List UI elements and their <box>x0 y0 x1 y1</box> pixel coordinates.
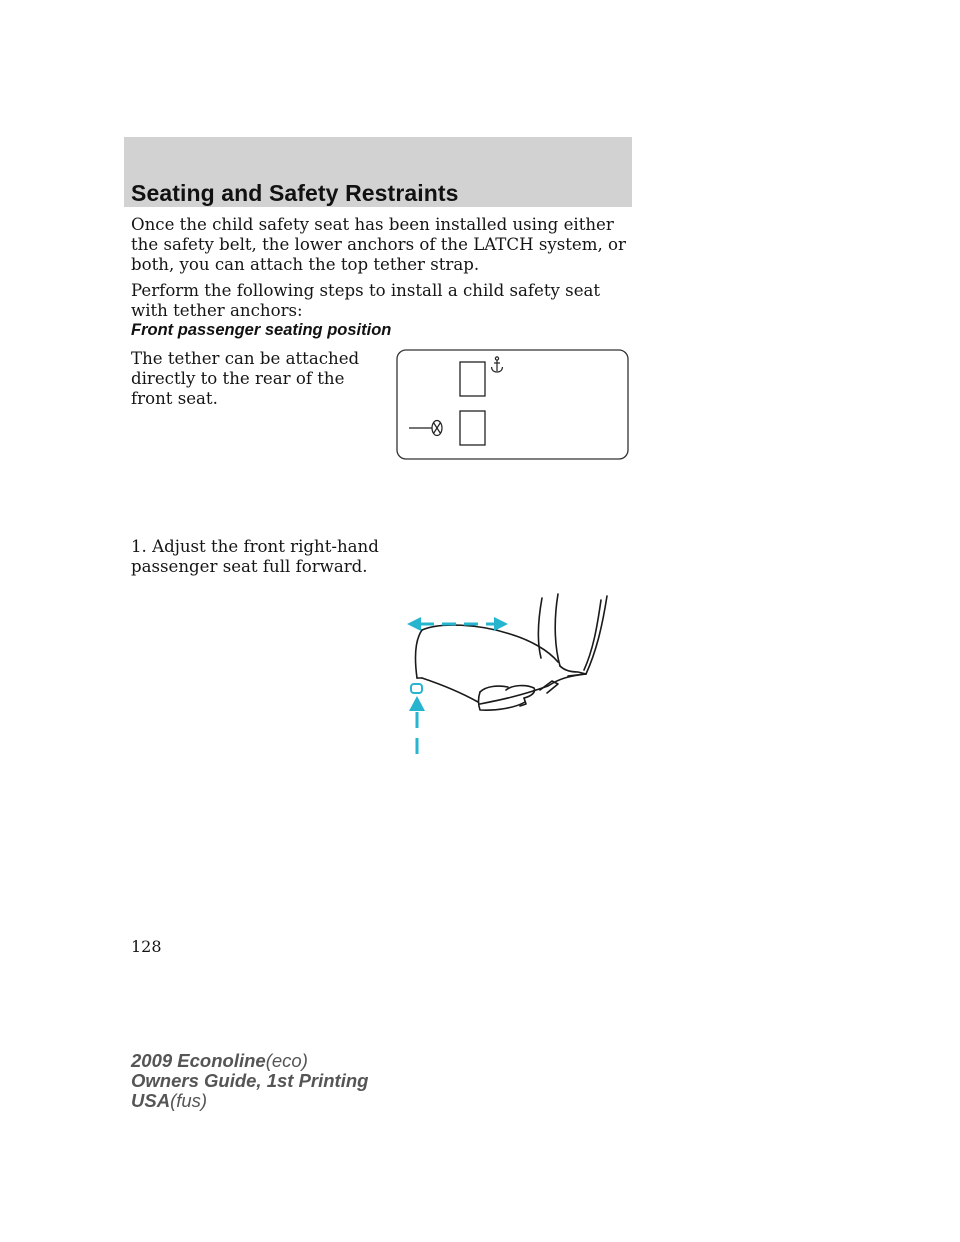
seat-line-art <box>415 594 607 710</box>
footer-market-code: (fus) <box>170 1090 208 1111</box>
front-passenger-subhead: Front passenger seating position <box>131 321 392 339</box>
anchor-highlight <box>411 684 422 693</box>
page-number: 128 <box>131 937 162 956</box>
anchor-symbol-panel <box>396 349 629 460</box>
footer-model-code: (eco) <box>265 1050 308 1071</box>
intro-paragraph: Once the child safety seat has been installed using either the safety belt, the lower anchors of the LATCH system, or both, you can attach the top tether strap. <box>131 215 626 274</box>
perform-steps-paragraph: Perform the following steps to install a child safety seat with tether anchors: <box>131 281 601 320</box>
tether-anchor-pointer-arrow-icon <box>409 696 425 762</box>
footer-edition: Owners Guide, 1st Printing <box>131 1070 369 1091</box>
tether-note: The tether can be attached directly to the rear of the front seat. <box>131 349 360 408</box>
section-title: Seating and Safety Restraints <box>131 180 459 206</box>
footer-market: USA <box>131 1090 171 1111</box>
seat-adjust-illustration <box>400 590 636 762</box>
footer-print-info <box>131 1051 368 1111</box>
footer-model: 2009 Econoline <box>131 1050 266 1071</box>
step-1-text: 1. Adjust the front right-hand passenger seat full forward. <box>131 537 379 576</box>
